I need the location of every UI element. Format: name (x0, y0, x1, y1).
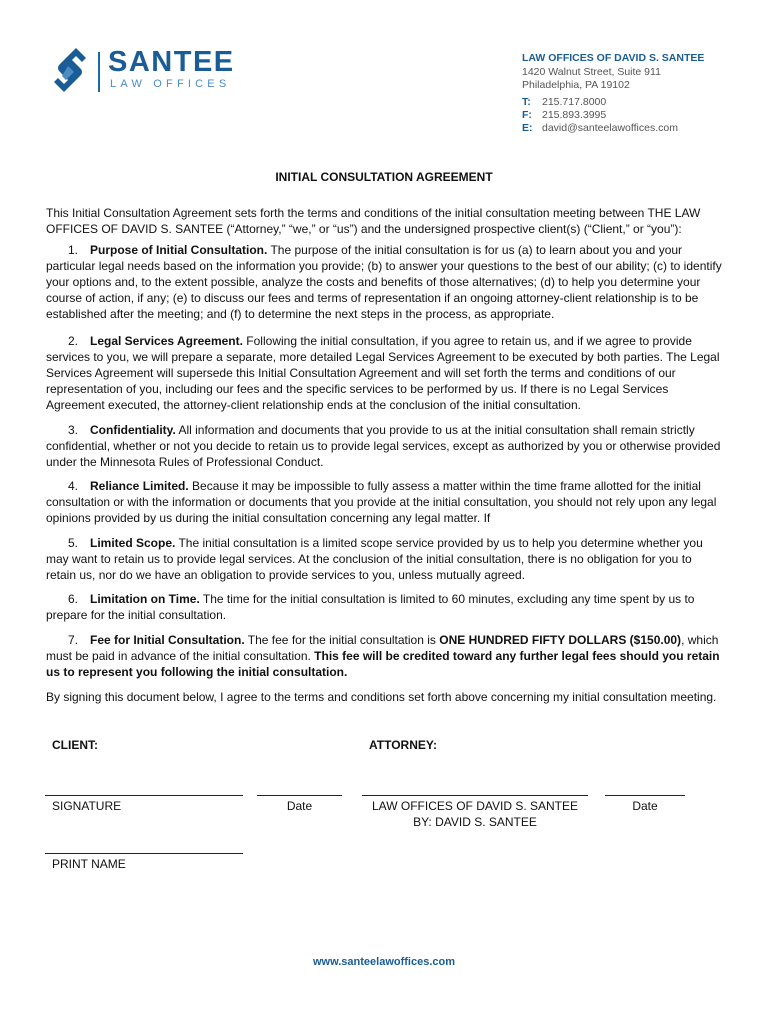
fax-label: F: (522, 109, 532, 121)
section-purpose (46, 242, 722, 322)
address-line-1: 1420 Walnut Street, Suite 911 (522, 66, 661, 78)
footer-website-link[interactable]: www.santeelawoffices.com (312, 956, 456, 968)
section-number: 3. (68, 423, 79, 437)
section-text: The fee for the initial consultation is (244, 633, 440, 647)
section-number: 2. (68, 334, 79, 348)
section-text: Following the initial consultation, if you agree to retain us, and if we agree to provide services to you, we will prepare a separate, more detailed Legal Services Agreement to be executed by both parties. The Legal Services Agreement will supersede this Initial Consultation Agreement and will set forth the terms and conditions of our representation of you, including our fees and the specific services to be performed by us. If there is no Legal Services Agreement executed, the attorney-client relationship ends at the conclusion of the initial consultation. (46, 334, 720, 412)
letterhead-firm-name: LAW OFFICES OF DAVID S. SANTEE (522, 52, 705, 64)
phone-number: 215.717.8000 (542, 96, 607, 108)
section-text: The initial consultation is a limited scope service provided by us to help you determine whether you may want to retain us to provide legal services. At the conclusion of the initial consultation, there is no obligation for you to retain us, nor do we have an obligation to provide services to you, unless mutually agreed. (46, 536, 703, 582)
section-heading: Limitation on Time. (90, 592, 200, 606)
attorney-by-label: BY: DAVID S. SANTEE (413, 815, 537, 829)
logo-subtitle: LAW OFFICES (110, 78, 231, 90)
section-heading: Reliance Limited. (90, 479, 189, 493)
client-signature-line[interactable] (45, 795, 243, 796)
section-text: Because it may be impossible to fully assess a matter within the time frame allotted for the initial consultation or with the information or documents that you provide at the initial consultation, you should not rely upon any legal opinions provided by us during the initial consultation concerning any legal matter. If (46, 479, 717, 525)
section-heading: Limited Scope. (90, 536, 176, 550)
client-heading: CLIENT: (52, 738, 98, 752)
section-number: 7. (68, 633, 79, 647)
section-heading: Purpose of Initial Consultation. (90, 243, 268, 257)
logo-name: SANTEE (108, 46, 235, 78)
fax-number: 215.893.3995 (542, 109, 607, 121)
section-text: The time for the initial consultation is limited to 60 minutes, excluding any time spent by us to prepare for the initial consultation. (46, 592, 695, 622)
attorney-date-label: Date (632, 799, 658, 813)
santee-logo-icon (54, 46, 90, 94)
section-fee (46, 632, 722, 680)
section-text: The purpose of the initial consultation is for us (a) to learn about you and your particular legal needs based on the information you provide; (b) to answer your questions to the best of our ability; (c) to identify your options and, to the extent possible, analyze the costs and benefits of those alternatives; (d) to help you determine your course of action, if any; (e) to discuss our fees and terms of representation if an ongoing attorney-client relationship is to be established after the meeting; and (f) to determine the next steps in the process, as appropriate. (46, 243, 722, 321)
phone-row (522, 96, 606, 108)
address-line-2: Philadelphia, PA 19102 (522, 79, 630, 91)
attorney-date-line[interactable] (605, 795, 685, 796)
print-name-line[interactable] (45, 853, 243, 854)
intro-paragraph: This Initial Consultation Agreement sets forth the terms and conditions of the initial consultation meeting between THE LAW OFFICES OF DAVID S. SANTEE (“Attorney,” “we,” or “us”) and the undersigned prospective client(s) (“Client,” or “you”): (46, 206, 701, 236)
section-text: All information and documents that you provide to us at the initial consultation shall remain strictly confidential, whether or not you decide to retain us to provide legal services, except as authorized by you or otherwise provided under the Minnesota Rules of Professional Conduct. (46, 423, 721, 469)
section-text: , which must be paid in advance of the initial consultation. (46, 633, 719, 663)
section-number: 1. (68, 243, 79, 257)
fax-row (522, 109, 606, 121)
document-title: INITIAL CONSULTATION AGREEMENT (275, 170, 493, 184)
section-limited-scope (46, 535, 722, 583)
attorney-heading: ATTORNEY: (369, 738, 437, 752)
print-name-label: PRINT NAME (52, 857, 126, 871)
fee-credit-note: This fee will be credited toward any further legal fees should you retain us to represent you following the initial consultation. (46, 649, 720, 679)
closing-statement: By signing this document below, I agree to the terms and conditions set forth above concerning my initial consultation meeting. (46, 690, 717, 704)
section-number: 6. (68, 592, 79, 606)
section-number: 5. (68, 536, 79, 550)
section-number: 4. (68, 479, 79, 493)
email-address: david@santeelawoffices.com (542, 122, 678, 134)
section-confidentiality (46, 422, 722, 470)
logo-divider (98, 52, 100, 92)
attorney-signature-line[interactable] (362, 795, 588, 796)
section-heading: Fee for Initial Consultation. (90, 633, 245, 647)
section-time-limit (46, 591, 722, 623)
section-heading: Legal Services Agreement. (90, 334, 243, 348)
phone-label: T: (522, 96, 531, 108)
email-row (522, 122, 678, 134)
section-legal-services (46, 333, 722, 413)
section-heading: Confidentiality. (90, 423, 176, 437)
attorney-firm-label: LAW OFFICES OF DAVID S. SANTEE (371, 799, 579, 813)
email-label: E: (522, 122, 533, 134)
signature-label: SIGNATURE (52, 799, 122, 813)
client-date-line[interactable] (257, 795, 342, 796)
section-reliance (46, 478, 722, 526)
fee-amount: ONE HUNDRED FIFTY DOLLARS ($150.00) (439, 633, 682, 647)
client-date-label: Date (286, 799, 313, 813)
